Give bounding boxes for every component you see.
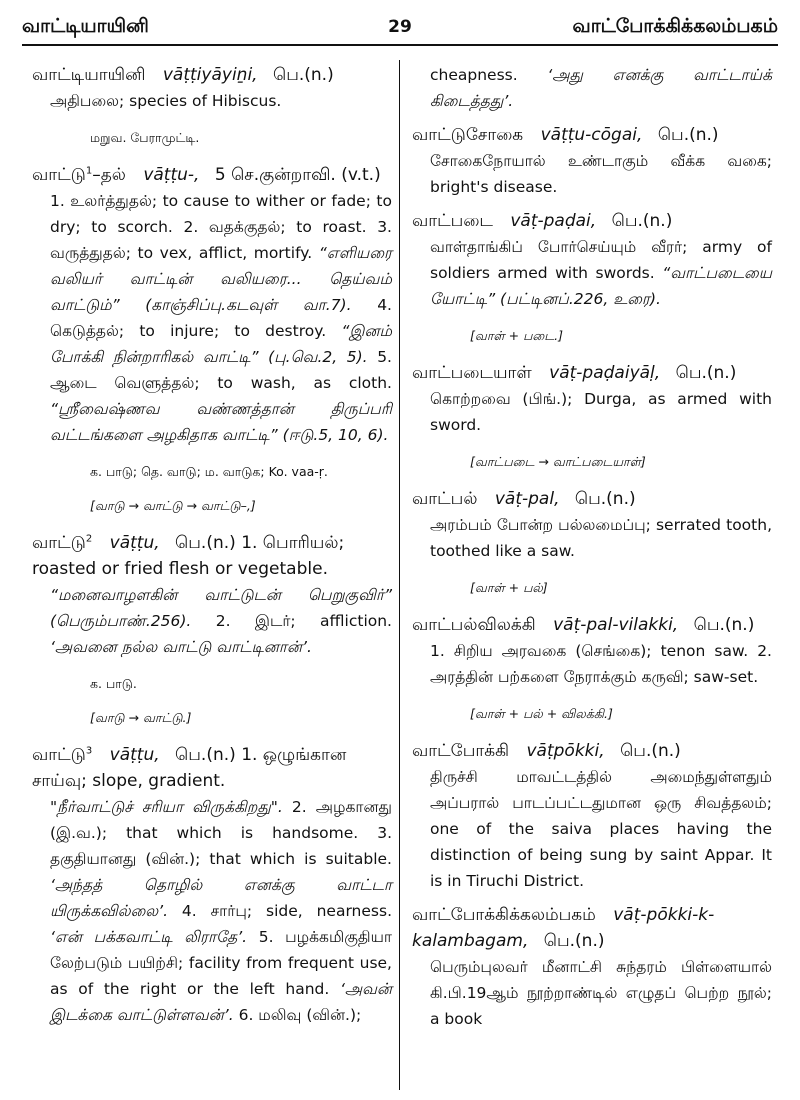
sense: 2. அழகானது (இ.வ.); that which is handsome. 3. தகுதியானது (வின்.); that which is suitable. (50, 798, 392, 868)
column-divider (399, 60, 400, 1090)
headword: வாட்பல் (412, 489, 478, 509)
synonym-note: மறுவ. பேராமுட்டி. (90, 130, 200, 145)
part-of-speech: பெ.(n.) (175, 533, 236, 553)
sense: 5. பழக்கமிகுதியா லேற்படும் பயிற்சி; facility from frequent use, as of the right or the left hand. (50, 928, 392, 998)
etymology: [வாடு → வாட்டு.] (90, 710, 192, 725)
sense: 2. இடர்; affliction. (215, 612, 392, 630)
transliteration: vāṭṭu-, (143, 165, 200, 185)
definition (32, 794, 392, 1028)
part-of-speech: பெ.(n.) (675, 363, 737, 383)
transliteration: vāṭṭu, (109, 533, 160, 553)
definition: பெரும்புலவர் மீனாட்சி சுந்தரம் பிள்ளையால் கி.பி.19ஆம் நூற்றாண்டில் எழுதப் பெற்ற நூல்; a book (430, 958, 772, 1028)
etymology: [வாடு → வாட்டு → வாட்டு–,] (90, 498, 256, 513)
part-of-speech: பெ.(n.) (611, 211, 673, 231)
definition: 1. சிறிய அரவகை (செங்கை); tenon saw. 2. அரத்தின் பற்களை நேராக்கும் கருவி; saw-set. (430, 642, 772, 686)
page-number: 29 (388, 17, 412, 37)
homograph-number: 3 (85, 745, 93, 757)
quotation: “வாட்படையை யோட்டி” (பட்டினப்.226, உரை). (430, 264, 772, 308)
transliteration: vāṭṭu-cōgai, (540, 125, 643, 145)
sense: 5. ஆடை வெளுத்தல்; to wash, as cloth. (50, 348, 392, 392)
headword-suffix: –தல் (92, 165, 126, 185)
entry-vattiyayini (32, 62, 392, 148)
part-of-speech: பெ.(n.) (543, 931, 605, 951)
sense: 4. சார்பு; side, nearness. (181, 902, 392, 920)
quotation: “இனம் போக்கி நின்றாரிகல் வாட்டி” (பு.வெ.2, 5). (50, 322, 392, 366)
headword: வாட்டியாயினி (32, 65, 146, 85)
headword: வாட்டு (32, 745, 86, 765)
transliteration: vāṭ-pōkki-k-kalambagam, (412, 905, 715, 951)
headword: வாட்போக்கி (412, 741, 510, 761)
quotation: ‘அந்தத் தொழில் எனக்கு வாட்டா யிருக்கவில்லை’. (50, 876, 392, 920)
sense: வாள்தாங்கிப் போர்செய்யும் வீரர்; army of soldiers armed with swords. (430, 238, 772, 282)
quotation: ‘என் பக்கவாட்டி லிராதே’. (50, 928, 248, 946)
homograph-number: 1 (85, 165, 93, 177)
headword: வாட்படை (412, 211, 493, 231)
definition: திருச்சி மாவட்டத்தில் அமைந்துள்ளதும் அப்பரால் பாடப்பட்டதுமான ஒரு சிவத்தலம்; one of the saiva places having the distinction of being sung by saint Appar. It is in Tiruchi District. (430, 768, 772, 890)
sense: 4. கெடுத்தல்; to injure; to destroy. (50, 296, 392, 340)
etymology: [வாள் + பல் + விலக்கி.] (470, 706, 613, 721)
transliteration: vāṭ-paḍai, (510, 211, 597, 231)
quotation: “ஸ்ரீவைஷ்ணவ வண்ணத்தான் திருப்பரி வட்டங்களை அழகிதாக வாட்டி” (ஈடு.5, 10, 6). (50, 400, 392, 444)
entry-vatpadaiyal (412, 360, 772, 472)
entry-continuation (412, 62, 772, 114)
quotation: “மனைவாழளகின் வாட்டுடன் பெறுகுவிர்” (பெரும்பாண்.256). (50, 586, 392, 630)
etymology: [வாள் + பல்] (470, 580, 548, 595)
sense: 6. மலிவு (வின்.); (238, 1006, 362, 1024)
transliteration: vāṭ-paḍaiyāḷ, (549, 363, 661, 383)
etymology: [வாள் + படை.] (470, 328, 563, 343)
headword: வாட்டு (32, 165, 86, 185)
definition: சோகைநோயால் உண்டாகும் வீக்க வகை; bright's disease. (430, 152, 772, 196)
header-left-guideword: வாட்டியாயினி (22, 14, 149, 37)
quotation: “எளியரை வலியர் வாட்டின் வலியரை... தெய்வம் வாட்டும்” (காஞ்சிப்பு.கடவுள் வா.7). (50, 244, 392, 314)
part-of-speech: பெ.(n.) (175, 745, 236, 765)
definition: அரம்பம் போன்ற பல்லமைப்பு; serrated tooth, toothed like a saw. (430, 516, 772, 560)
page-header (22, 10, 778, 46)
headword: வாட்டுசோகை (412, 125, 524, 145)
headword: வாட்படையாள் (412, 363, 532, 383)
part-of-speech: பெ.(n.) (620, 741, 681, 761)
definition: கொற்றவை (பிங்.); Durga, as armed with sword. (430, 390, 772, 434)
quotation: ‘அவனை நல்ல வாட்டு வாட்டினான்’. (50, 638, 312, 656)
transliteration: vāṭṭiyāyiṉi, (162, 65, 258, 85)
sense: 1. உலர்த்துதல்; to cause to wither or fade; to dry; to scorch. 2. வதக்குதல்; to roast. 3. வருத்துதல்; to vex, afflict, mortify. (50, 192, 392, 262)
part-of-speech: பெ.(n.) (574, 489, 636, 509)
definition: அதிபலை; species of Hibiscus. (50, 92, 282, 110)
part-of-speech: பெ.(n.) (693, 615, 755, 635)
entry-vatpal (412, 486, 772, 598)
entry-vattu-3 (32, 742, 392, 1028)
part-of-speech: பெ.(n.) (272, 65, 334, 85)
definition (32, 582, 392, 660)
left-column (32, 62, 392, 1036)
headword: வாட்பல்விலக்கி (412, 615, 536, 635)
definition (32, 188, 392, 448)
header-right-guideword: வாட்போக்கிக்கலம்பகம் (572, 14, 778, 37)
part-of-speech: 5 செ.குன்றாவி. (v.t.) (214, 165, 381, 185)
definition (412, 234, 772, 312)
entry-vatpadai (412, 208, 772, 346)
cognates-note: க. பாடு; தெ. வாடு; ம. வாடுக; Ko. vaa-ṛ. (90, 464, 328, 479)
headword: வாட்போக்கிக்கலம்பகம் (412, 905, 596, 925)
quotation: "நீர்வாட்டுச் சரியா விருக்கிறது". (50, 798, 283, 816)
right-column (412, 62, 772, 1040)
quotation: ‘அது எனக்கு வாட்டாய்க் கிடைத்தது’. (430, 66, 772, 110)
quotation: ‘அவன் இடக்கை வாட்டுள்ளவன்’. (50, 980, 392, 1024)
cognates-note: க. பாடு. (90, 676, 137, 691)
homograph-number: 2 (85, 533, 93, 545)
part-of-speech: பெ.(n.) (657, 125, 719, 145)
entry-vattu-1 (32, 162, 392, 516)
transliteration: vāṭpōkki, (526, 741, 605, 761)
sense: cheapness. (430, 66, 518, 84)
headword: வாட்டு (32, 533, 86, 553)
sense: 1. ஒழுங்கான சாய்வு; slope, gradient. (32, 745, 347, 791)
entry-vattu-2 (32, 530, 392, 728)
transliteration: vāṭ-pal, (494, 489, 560, 509)
definition (412, 62, 772, 114)
transliteration: vāṭṭu, (109, 745, 160, 765)
etymology: [வாட்படை → வாட்படையாள்] (470, 454, 646, 469)
sense: 1. பொரியல்; roasted or fried flesh or vegetable. (32, 533, 345, 579)
entry-vatpokki (412, 738, 772, 894)
entry-vatpokkikkalambagam (412, 902, 772, 1032)
transliteration: vāṭ-pal-vilakki, (553, 615, 679, 635)
entry-vatpalvilakki (412, 612, 772, 724)
entry-vattucogai (412, 122, 772, 200)
